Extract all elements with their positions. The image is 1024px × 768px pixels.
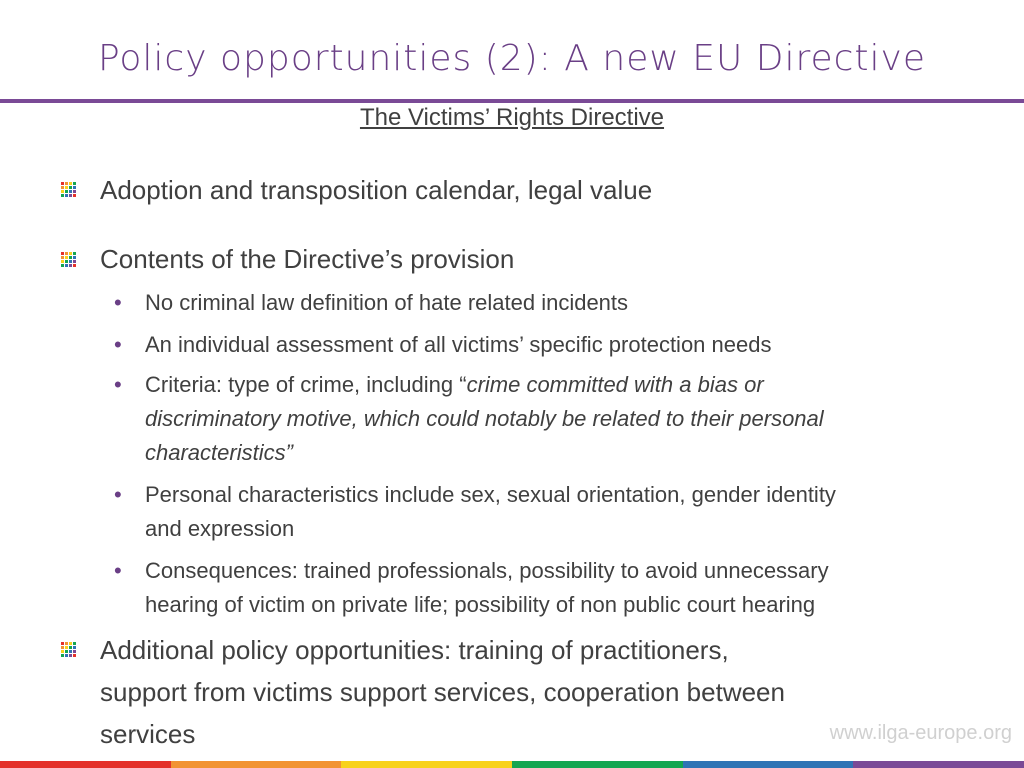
sub-bullet-dot: • [114, 558, 122, 583]
sub-bullet-line: hearing of victim on private life; possibility of non public court hearing [145, 592, 816, 617]
rainbow-grid-bullet-icon [61, 642, 77, 658]
sub-bullet-line: Consequences: trained professionals, possibility to avoid unnecessary [145, 558, 829, 583]
rainbow-segment [171, 761, 342, 768]
sub-bullet-dot: • [114, 290, 122, 315]
rainbow-grid-bullet-icon [61, 182, 77, 198]
sub-bullet-item: An individual assessment of all victims’ specific protection needs [145, 332, 772, 357]
rainbow-segment [512, 761, 683, 768]
title-divider [0, 99, 1024, 103]
sub-bullet-dot: • [114, 482, 122, 507]
sub-bullet-item [145, 478, 975, 546]
rainbow-segment [683, 761, 854, 768]
sub-bullet-dot: • [114, 332, 122, 357]
sub-bullet-line: and expression [145, 516, 295, 541]
sub-bullet-item [145, 554, 975, 622]
slide-title: Policy opportunities (2): A new EU Directive [97, 38, 927, 79]
criteria-quote-line-3: characteristics” [145, 440, 293, 465]
rainbow-segment [0, 761, 171, 768]
footer-url: www.ilga-europe.org [829, 722, 1012, 744]
rainbow-segment [853, 761, 1024, 768]
criteria-quote-line-2: discriminatory motive, which could notably be related to their personal [145, 406, 824, 431]
bullet-line: support from victims support services, cooperation between [100, 677, 785, 707]
sub-bullet-item [145, 368, 975, 470]
bullet-item: Contents of the Directive’s provision [100, 244, 515, 274]
sub-bullet-dot: • [114, 372, 122, 397]
rainbow-grid-bullet-icon [61, 252, 77, 268]
bullet-line: Additional policy opportunities: training of practitioners, [100, 635, 729, 665]
sub-bullet-item: No criminal law definition of hate related incidents [145, 290, 629, 315]
bullet-line: services [100, 719, 196, 749]
rainbow-footer-bar [0, 761, 1024, 768]
bullet-item: Adoption and transposition calendar, legal value [100, 175, 653, 205]
slide-subtitle: The Victims’ Rights Directive [359, 104, 665, 131]
sub-bullet-line: Personal characteristics include sex, sexual orientation, gender identity [145, 482, 836, 507]
rainbow-segment [341, 761, 512, 768]
criteria-prefix: Criteria: type of crime, including “ [145, 372, 467, 397]
criteria-quote-line-1: crime committed with a bias or [466, 372, 764, 397]
